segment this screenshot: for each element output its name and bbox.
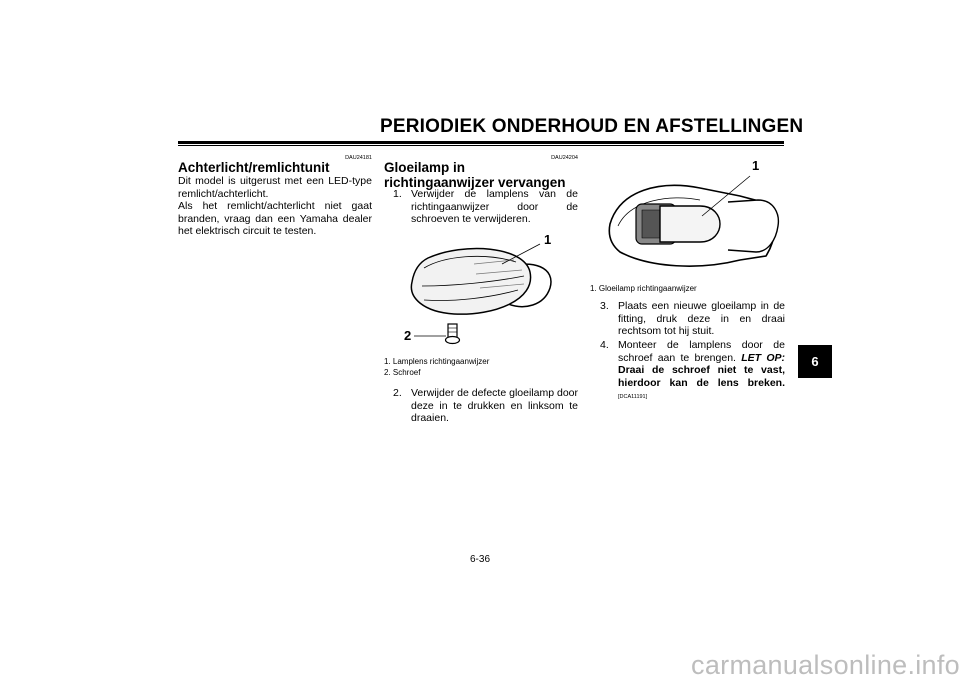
step-text: Verwijder de lamplens van de richtingaanwijzer door de schroeven te verwijderen. [411,188,578,225]
figure-caption-right: 1. Gloeilamp richtingaanwijzer [590,284,697,293]
section-heading-taillight: Achterlicht/remlichtunit [178,160,330,175]
step-number: 1. [393,188,402,200]
figure-label-right-1: 1 [752,158,760,173]
step-number: 3. [600,300,609,312]
step-text [618,339,785,404]
step-number: 2. [393,387,402,399]
notice-code: [DCA11191] [618,394,648,400]
page-number: 6-36 [469,554,490,565]
step-3 [600,300,785,338]
section-heading-bulb: Gloeilamp in richtingaanwijzer vervangen [384,160,566,190]
figure-label-2: 2 [404,328,412,343]
section-code-left: DAU24181 [345,155,372,161]
turn-signal-lens-figure [384,228,584,353]
turn-signal-bulb-figure [590,160,790,280]
step-2 [393,387,578,425]
figure-caption-2: 2. Schroef [384,368,421,377]
step-number: 4. [600,339,609,351]
notice-text: Draai de schroef niet te vast, hierdoor kan de lens breken. [618,364,785,389]
step-4-text: Monteer de lamplens door de schroef aan te brengen. [618,339,785,364]
section-code-middle: DAU24204 [551,155,578,161]
step-4 [600,339,785,404]
step-text: Verwijder de defecte gloeilamp door deze in te drukken en linksom te draaien. [411,387,578,424]
taillight-paragraph-1: Dit model is uitgerust met een LED-type remlicht/achterlicht. [178,175,372,200]
page-title: PERIODIEK ONDERHOUD EN AFSTELLINGEN [380,116,804,137]
taillight-paragraph-2: Als het remlicht/achterlicht niet gaat branden, vraag dan een Yamaha dealer het elektrisch circuit te testen. [178,200,372,237]
title-rule-thin [178,145,784,146]
step-1 [393,188,578,226]
title-rule [178,141,784,144]
figure-label-1: 1 [544,232,552,247]
notice-label: LET OP: [741,351,785,364]
step-text: Plaats een nieuwe gloeilamp in de fitting, druk deze in en draai rechtsom tot hij stuit. [618,300,785,337]
watermark: carmanualsonline.info [691,650,960,680]
chapter-tab: 6 [798,345,832,378]
figure-caption-1: 1. Lamplens richtingaanwijzer [384,357,490,366]
